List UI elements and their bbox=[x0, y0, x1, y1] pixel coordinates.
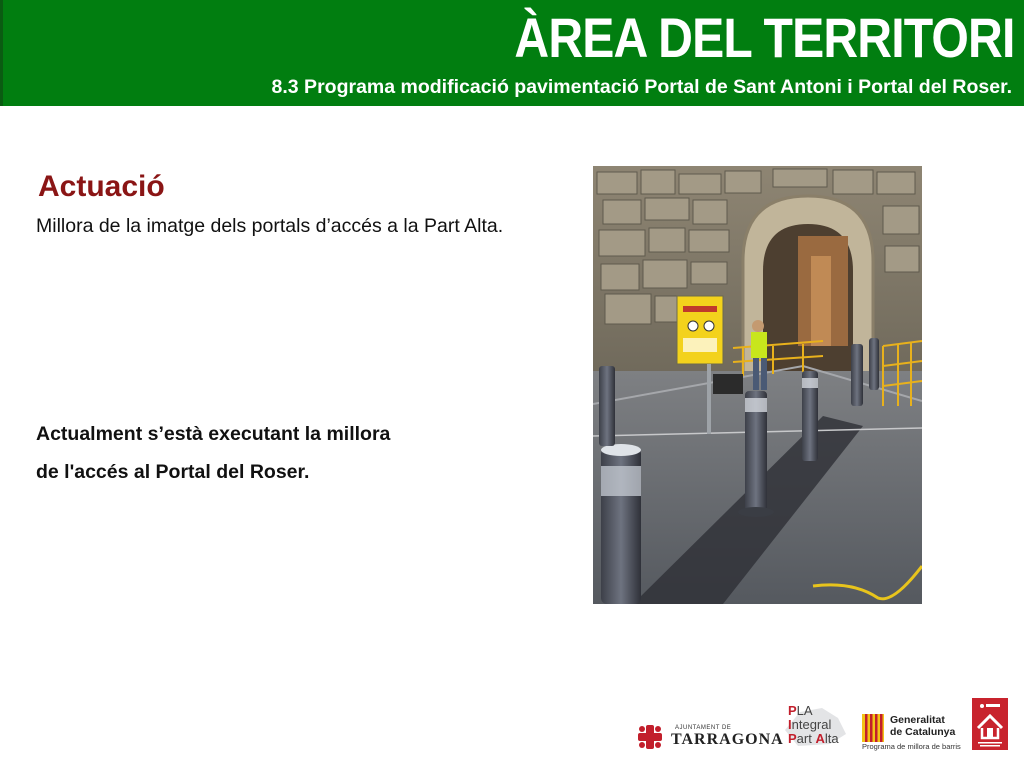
header-edge bbox=[0, 0, 3, 106]
tarragona-emblem-icon bbox=[637, 724, 663, 750]
pla-line1-rest: LA bbox=[796, 703, 813, 718]
header-bar bbox=[0, 0, 1024, 106]
page-title: ÀREA DEL TERRITORI bbox=[513, 6, 1014, 69]
generalitat-line1: Generalitat bbox=[890, 714, 945, 726]
pla-line3-rest2: lta bbox=[824, 731, 839, 746]
building-icon bbox=[972, 698, 1008, 750]
pla-line3 bbox=[788, 732, 839, 746]
pla-line2-rest: ntegral bbox=[791, 717, 832, 732]
page-subtitle: 8.3 Programa modificació pavimentació Portal de Sant Antoni i Portal del Roser. bbox=[271, 76, 1012, 98]
generalitat-line2: de Catalunya bbox=[890, 726, 956, 738]
pla-initial-a: A bbox=[815, 731, 825, 746]
generalitat-logo bbox=[862, 712, 962, 752]
pla-initial-p2: P bbox=[788, 731, 797, 746]
pla-line3-rest: art bbox=[796, 731, 816, 746]
pla-line1 bbox=[788, 704, 813, 718]
status-text-line2: de l'accés al Portal del Roser. bbox=[36, 461, 310, 483]
pla-line2 bbox=[788, 718, 831, 732]
tarragona-logo bbox=[637, 722, 784, 752]
tarragona-small-text: AJUNTAMENT DE bbox=[675, 725, 732, 731]
pla-initial-p: P bbox=[788, 703, 797, 718]
pla-integral-logo bbox=[780, 700, 850, 750]
red-program-logo bbox=[972, 698, 1008, 750]
pla-initial-i: I bbox=[788, 717, 792, 732]
senyera-icon bbox=[862, 714, 884, 742]
tarragona-name: TARRAGONA bbox=[671, 731, 784, 748]
status-text-line1: Actualment s’està executant la millora bbox=[36, 423, 391, 445]
section-description: Millora de la imatge dels portals d’accés a la Part Alta. bbox=[36, 215, 504, 237]
section-heading: Actuació bbox=[38, 170, 165, 203]
construction-photo bbox=[593, 166, 922, 604]
generalitat-line3: Programa de millora de barris bbox=[862, 742, 961, 751]
